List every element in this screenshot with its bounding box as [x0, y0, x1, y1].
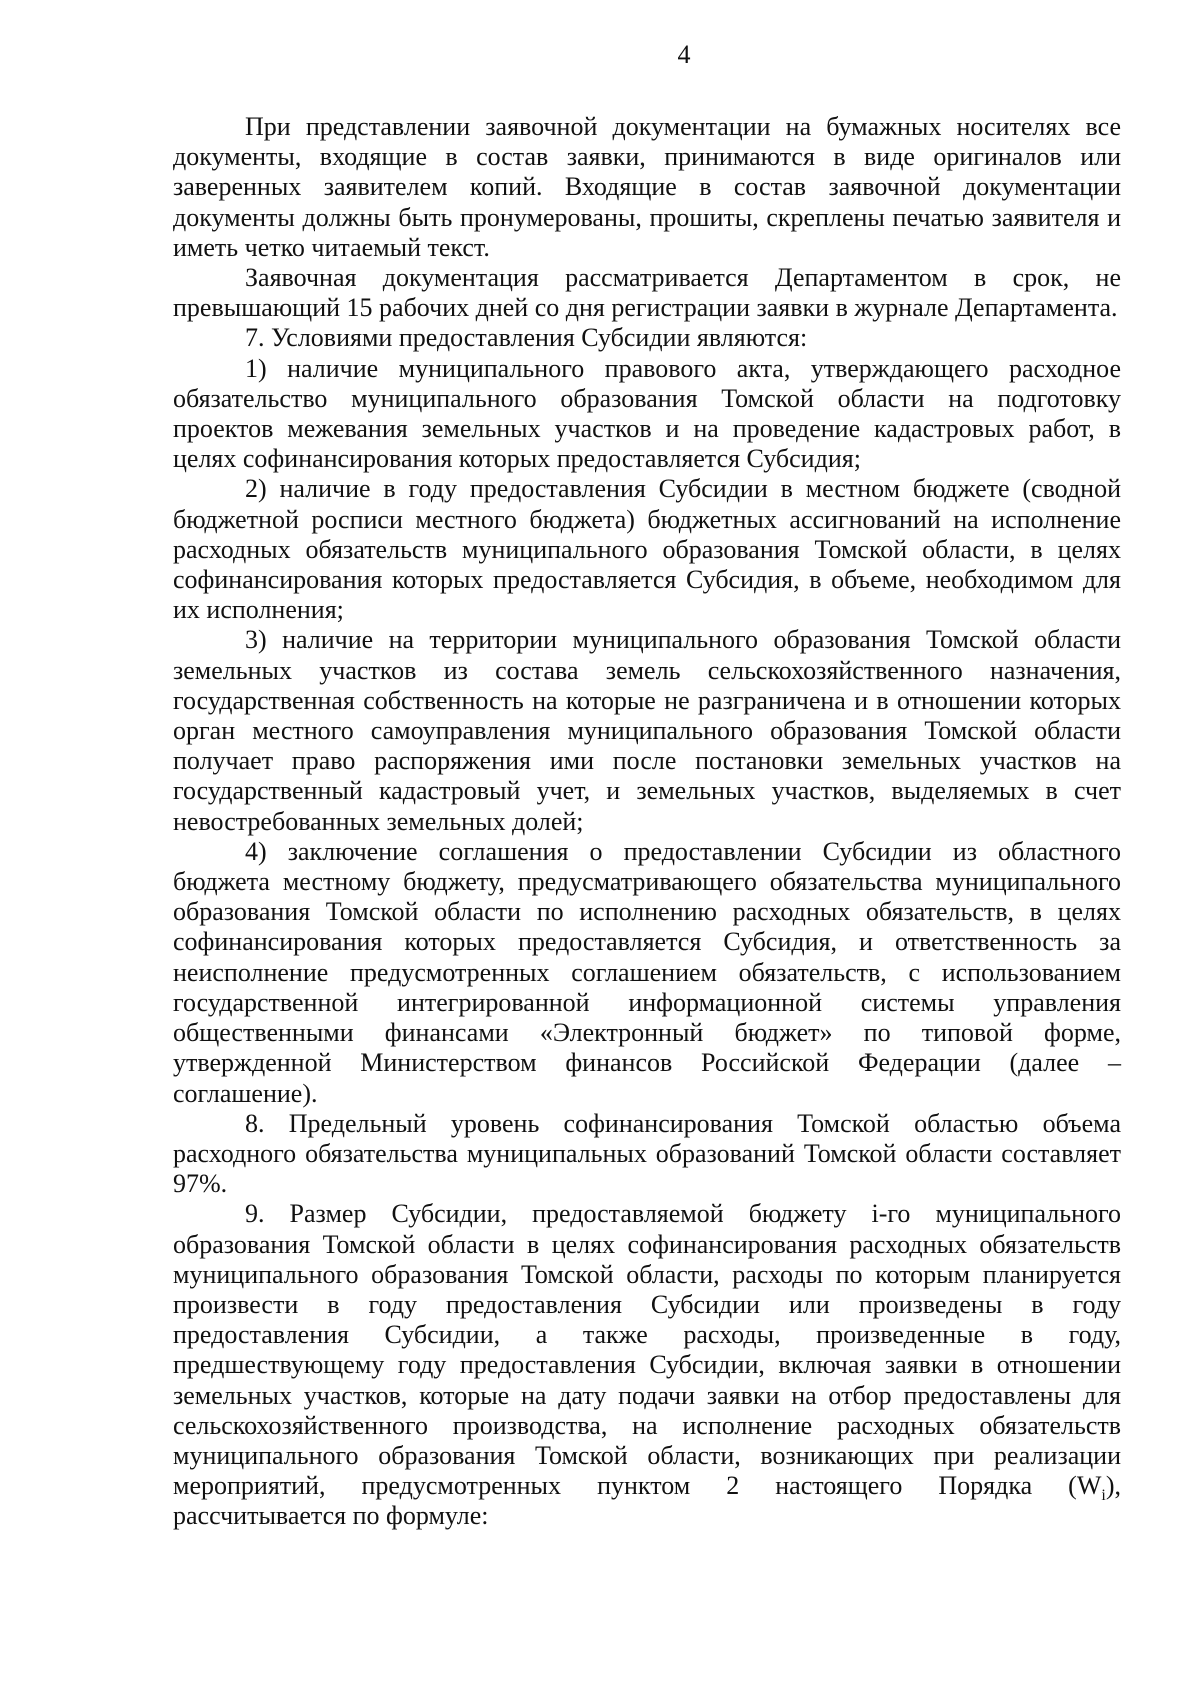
page-number: 4 — [677, 40, 691, 69]
subscript-i: i — [1101, 1487, 1106, 1505]
paragraph-section-9-tail: ), рассчитывается по формуле: — [173, 1471, 1121, 1531]
paragraph-section-8: 8. Предельный уровень софинансирования Томской областью объема расходного обязательства муниципальных образований Томской области составляет 97%. — [173, 1108, 1121, 1199]
paragraph-paper-submission: При представлении заявочной документации на бумажных носителях все документы, входящие в состав заявки, принимаются в виде оригиналов или заверенных заявителем копий. Входящие в состав заявочной документации документы должны быть пронумерованы, прошиты, скреплены печатью заявителя и иметь четко читаемый текст. — [173, 112, 1121, 262]
paragraph-condition-4: 4) заключение соглашения о предоставлении Субсидии из областного бюджета местному бюджету, предусматривающего обязательства муниципального образования Томской области по исполнению расходных обязательств, в целях софинансирования которых предоставляется Субсидия, и ответственность за неисполнение предусмотренных соглашением обязательств, с использованием государственной интегрированной информационной системы управления общественными финансами «Электронный бюджет» по типовой форме, утвержденной Министерством финансов Российской Федерации (далее – соглашение). — [173, 836, 1121, 1108]
paragraph-condition-1: 1) наличие муниципального правового акта, утверждающего расходное обязательство муниципального образования Томской области на подготовку проектов межевания земельных участков и на проведение кадастровых работ, в целях софинансирования которых предоставляется Субсидия; — [173, 353, 1121, 474]
paragraph-condition-2: 2) наличие в году предоставления Субсидии в местном бюджете (сводной бюджетной росписи местного бюджета) бюджетных ассигнований на исполнение расходных обязательств муниципального образования Томской области, в целях софинансирования которых предоставляется Субсидия, в объеме, необходимом для их исполнения; — [173, 474, 1121, 625]
document-body — [173, 112, 1121, 1532]
paragraph-condition-3: 3) наличие на территории муниципального образования Томской области земельных участков из состава земель сельскохозяйственного назначения, государственная собственность на которые не разграничена и в отношении которых орган местного самоуправления муниципального образования Томской области получает право распоряжения ими после постановки земельных участков на государственный кадастровый учет, и земельных участков, выделяемых в счет невостребованных земельных долей; — [173, 625, 1121, 836]
paragraph-section-9 — [173, 1199, 1121, 1531]
paragraph-review-period: Заявочная документация рассматривается Департаментом в срок, не превышающий 15 рабочих дней со дня регистрации заявки в журнале Департамента. — [173, 263, 1121, 323]
paragraph-section-7-heading: 7. Условиями предоставления Субсидии являются: — [245, 323, 808, 353]
paragraph-section-9-text: 9. Размер Субсидии, предоставляемой бюджету i-го муниципального образования Томской области в целях софинансирования расходных обязательств муниципального образования Томской области, расходы по которым планируется произвести в году предоставления Субсидии или произведены в году предоставления Субсидии, а также расходы, произведенные в году, предшествующему году предоставления Субсидии, включая заявки в отношении земельных участков, которые на дату подачи заявки на отбор предоставлены для сельскохозяйственного производства, на исполнение расходных обязательств муниципального образования Томской области, возникающих при реализации мероприятий, предусмотренных пунктом 2 настоящего Порядка (W — [173, 1199, 1121, 1501]
